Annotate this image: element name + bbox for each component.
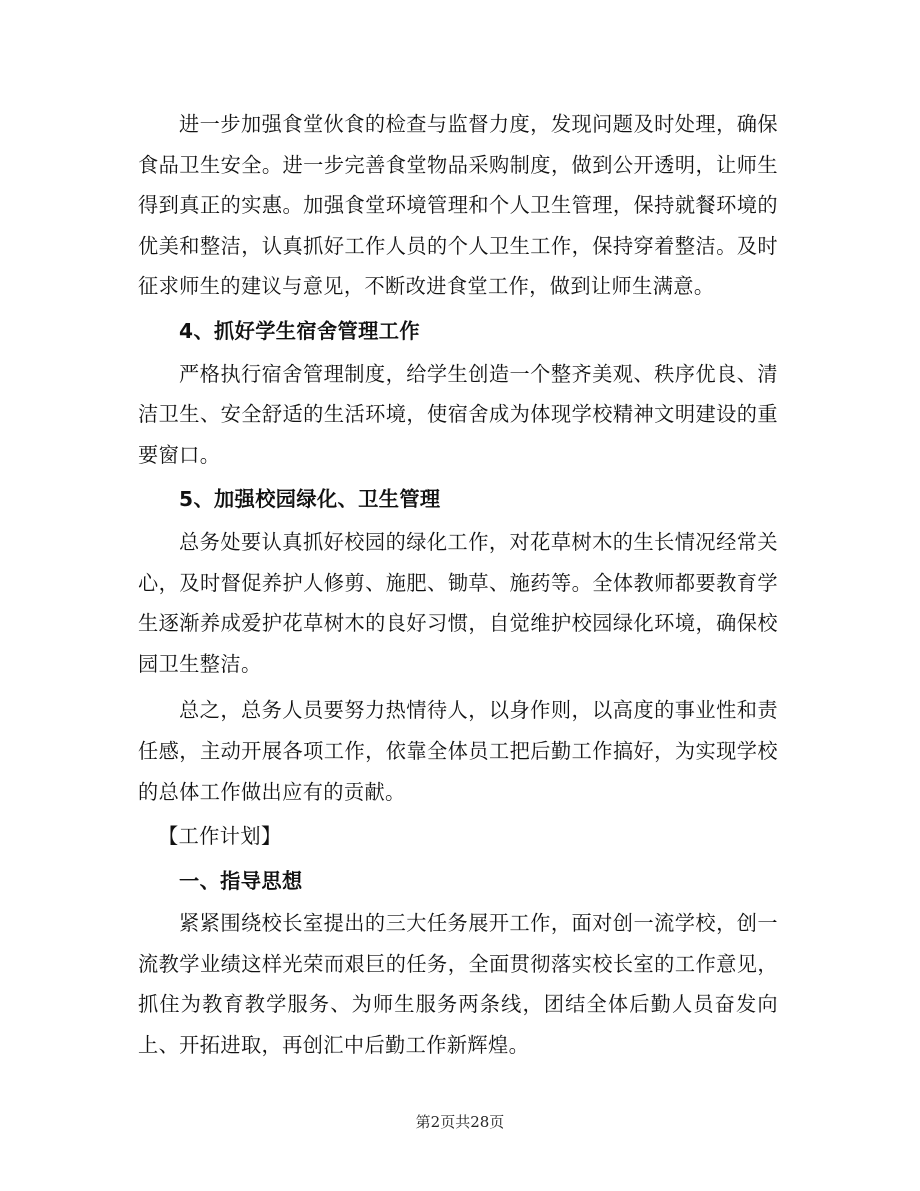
paragraph-dormitory-management: 严格执行宿舍管理制度，给学生创造一个整齐美观、秩序优良、清洁卫生、安全舒适的生活环境，使宿舍成为体现学校精神文明建设的重要窗口。 bbox=[138, 361, 778, 467]
section-tag-work-plan: 【工作计划】 bbox=[158, 824, 282, 849]
paragraph-guiding-ideology: 紧紧围绕校长室提出的三大任务展开工作，面对创一流学校，创一流教学业绩这样光荣而艰巨的任务，全面贯彻落实校长室的工作意见，抓住为教育教学服务、为师生服务两条线，团结全体后勤人员奋发向上、开拓进取，再创汇中后勤工作新辉煌。 bbox=[138, 911, 778, 1058]
heading-dormitory-management: 4、抓好学生宿舍管理工作 bbox=[179, 318, 420, 343]
paragraph-summary: 总之，总务人员要努力热情待人，以身作则，以高度的事业性和责任感，主动开展各项工作，依靠全体员工把后勤工作搞好，为实现学校的总体工作做出应有的贡献。 bbox=[138, 698, 778, 804]
paragraph-campus-greening: 总务处要认真抓好校园的绿化工作，对花草树木的生长情况经常关心，及时督促养护人修剪、施肥、锄草、施药等。全体教师都要教育学生逐渐养成爱护花草树木的良好习惯，自觉维护校园绿化环境，确保校园卫生整洁。 bbox=[138, 529, 778, 676]
heading-campus-greening: 5、加强校园绿化、卫生管理 bbox=[179, 487, 441, 512]
document-body bbox=[138, 104, 778, 1066]
heading-guiding-ideology: 一、指导思想 bbox=[179, 868, 303, 893]
page-number-footer: 第2页共28页 bbox=[415, 1113, 505, 1131]
paragraph-canteen-supervision: 进一步加强食堂伙食的检查与监督力度，发现问题及时处理，确保食品卫生安全。进一步完善食堂物品采购制度，做到公开透明，让师生得到真正的实惠。加强食堂环境管理和个人卫生管理，保持就餐环境的优美和整洁，认真抓好工作人员的个人卫生工作，保持穿着整洁。及时征求师生的建议与意见，不断改进食堂工作，做到让师生满意。 bbox=[138, 112, 778, 299]
